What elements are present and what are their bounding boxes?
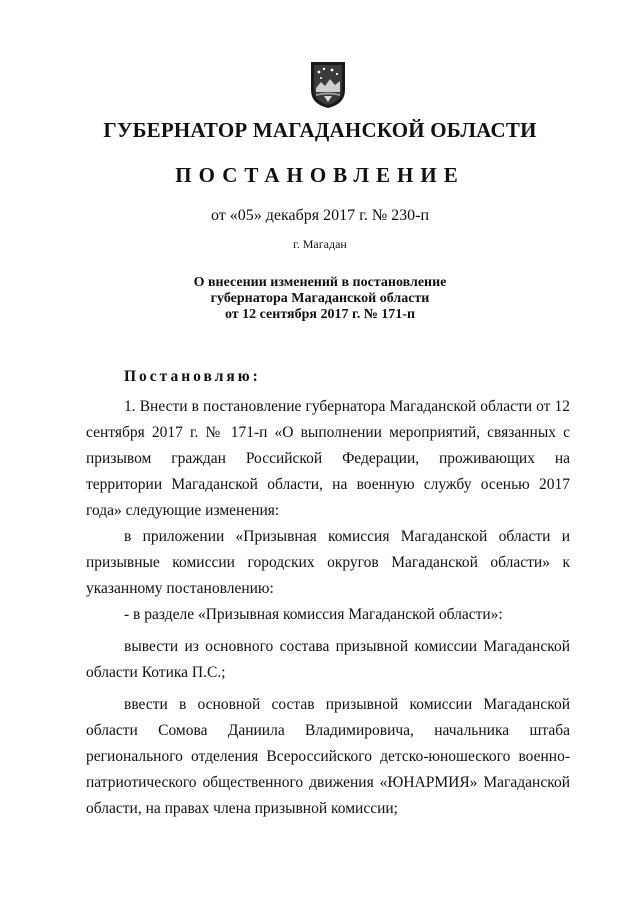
decree-colon: : [252, 368, 258, 385]
body-paragraph: вывести из основного состава призывной комиссии Магаданской области Котика П.С.; [86, 638, 570, 681]
document-city: г. Магадан [293, 237, 347, 251]
body-paragraph: - в разделе «Призывная комиссия Магаданской области»: [124, 606, 503, 623]
decree-heading [124, 368, 258, 386]
body-paragraph: ввести в основной состав призывной комиссии Магаданской области Сомова Даниила Владимировича, начальника штаба регионального отделения Всероссийского детско-юношеского военно-патриотического общественного движения «ЮНАРМИЯ» Магаданской области, на правах члена призывной комиссии; [86, 696, 570, 817]
subject-line: от 12 сентября 2017 г. № 171-п [224, 307, 416, 322]
document-type: ПОСТАНОВЛЕНИЕ [175, 163, 465, 187]
organization-title: ГУБЕРНАТОР МАГАДАНСКОЙ ОБЛАСТИ [103, 118, 537, 142]
document-date-number: от «05» декабря 2017 г. № 230-п [210, 207, 430, 224]
body-paragraph: в приложении «Призывная комиссия Магаданской области и призывные комиссии городских округов Магаданской области» к указанному постановлению: [86, 528, 570, 597]
body-paragraph: 1. Внести в постановление губернатора Магаданской области от 12 сентября 2017 г. № 171-п «О выполнении мероприятий, связанных с призывом граждан Российской Федерации, проживающих на территории Магаданской области, на военную службу осенью 2017 года» следующие изменения: [86, 398, 570, 519]
subject-line: О внесении изменений в постановление [193, 275, 447, 290]
coat-of-arms-icon [307, 58, 349, 110]
decree-word: Постановляю [124, 368, 253, 385]
subject-line: губернатора Магаданской области [210, 291, 430, 306]
document-subject [0, 275, 640, 323]
document-body [86, 394, 570, 822]
